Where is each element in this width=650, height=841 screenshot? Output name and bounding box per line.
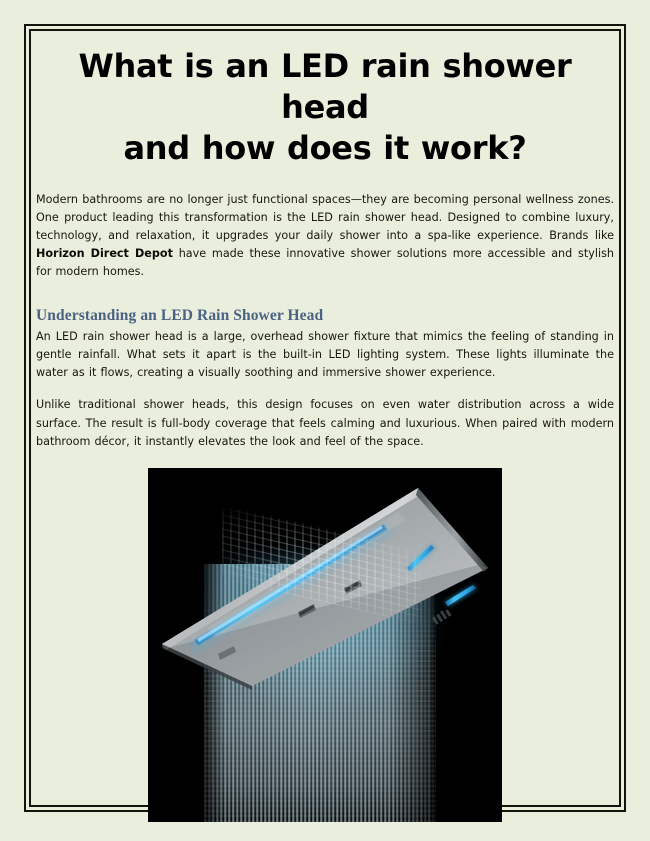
section-heading: Understanding an LED Rain Shower Head [36, 306, 324, 324]
photo-container [36, 468, 614, 822]
section-body-paragraph: An LED rain shower head is a large, overhead shower fixture that mimics the feeling of standing in gentle rainfall. What sets it apart is the built-in LED lighting system. These lights illuminate the water as it flows, creating a visually soothing and immersive shower experience. [36, 329, 614, 380]
panel-logo-engraving [431, 607, 451, 624]
closing-paragraph: Unlike traditional shower heads, this design focuses on even water distribution across a wide surface. The result is full-body coverage that feels calming and luxurious. When paired with modern bathroom décor, it instantly elevates the look and feel of the space. [36, 398, 614, 448]
shower-panel-graphic [148, 468, 502, 822]
intro-text-after-brand: have made these innovative shower solutions more accessible and stylish for modern homes. [36, 247, 614, 279]
intro-paragraph [36, 191, 614, 282]
led-rain-shower-head-photo [148, 468, 502, 822]
brand-name: Horizon Direct Depot [36, 247, 173, 261]
page-title-line-2: and how does it work? [123, 128, 527, 167]
intro-text-before-brand: Modern bathrooms are no longer just functional spaces—they are becoming personal wellness zones. One product leading this transformation is the LED rain shower head. Designed to combine luxury, technology, and relaxation, it upgrades your daily shower into a spa-like experience. Brands like [36, 192, 614, 243]
led-strip-lower-right [444, 584, 478, 607]
page-title [36, 36, 614, 169]
page-content [36, 36, 614, 800]
page-title-line-1: What is an LED rain shower head [78, 47, 572, 126]
